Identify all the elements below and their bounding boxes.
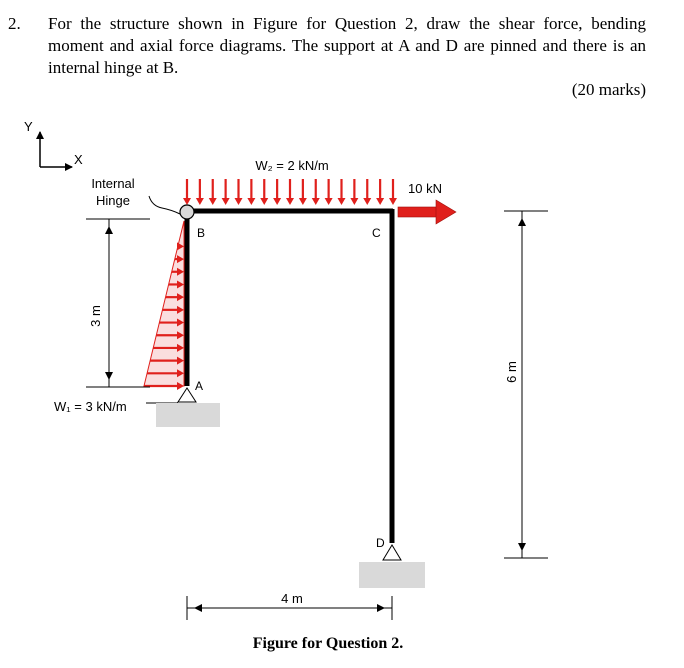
marks-label: (20 marks)	[571, 80, 646, 99]
w2-arrow-head	[260, 198, 268, 205]
w2-arrow-head	[209, 198, 217, 205]
dim-6m	[504, 211, 548, 558]
figure-caption: Figure for Question 2.	[252, 635, 404, 652]
w2-arrow-head	[222, 198, 230, 205]
dim-3m	[86, 219, 150, 387]
coordinate-axes	[24, 119, 83, 167]
frame-members	[187, 209, 393, 543]
dim-4m-label: 4 m	[281, 591, 303, 606]
node-d-label: D	[376, 536, 385, 550]
w2-arrow-head	[196, 198, 204, 205]
w2-arrow-head	[183, 198, 191, 205]
x-axis-label: X	[74, 152, 83, 167]
question-text: For the structure shown in Figure for Question 2, draw the shear force, bending moment and axial force diagrams. The support at A and D are pinned and there is an internal hinge at B.	[48, 14, 646, 77]
dim-3m-label: 3 m	[88, 305, 103, 327]
hinge-pointer	[149, 196, 180, 214]
w1-triangular-load	[144, 221, 184, 390]
w2-arrow-head	[235, 198, 243, 205]
node-c-label: C	[372, 226, 381, 240]
hinge-label-line2: Hinge	[96, 193, 130, 208]
w2-arrow-head	[247, 198, 255, 205]
support-a	[156, 388, 220, 427]
w2-arrow-head	[363, 198, 371, 205]
node-a-label: A	[195, 379, 204, 393]
w2-arrow-head	[350, 198, 358, 205]
question-number: 2.	[8, 14, 21, 33]
w2-arrow-head	[325, 198, 333, 205]
w2-arrow-head	[389, 198, 397, 205]
w2-distributed-load	[183, 179, 397, 205]
y-axis-label: Y	[24, 119, 33, 134]
point-load-10kn	[398, 200, 456, 224]
w2-arrow-head	[286, 198, 294, 205]
w2-arrow-head	[299, 198, 307, 205]
force-label: 10 kN	[408, 181, 442, 196]
w2-label: W₂ = 2 kN/m	[255, 158, 329, 173]
w1-label: W₁ = 3 kN/m	[54, 399, 127, 414]
internal-hinge	[180, 205, 194, 219]
dim-6m-label: 6 m	[504, 361, 519, 383]
w2-arrow-head	[273, 198, 281, 205]
node-b-label: B	[197, 226, 206, 240]
w2-arrow-head	[312, 198, 320, 205]
support-d	[359, 545, 425, 588]
hinge-label-line1: Internal	[91, 176, 135, 191]
w2-arrow-head	[338, 198, 346, 205]
w2-arrow-head	[376, 198, 384, 205]
